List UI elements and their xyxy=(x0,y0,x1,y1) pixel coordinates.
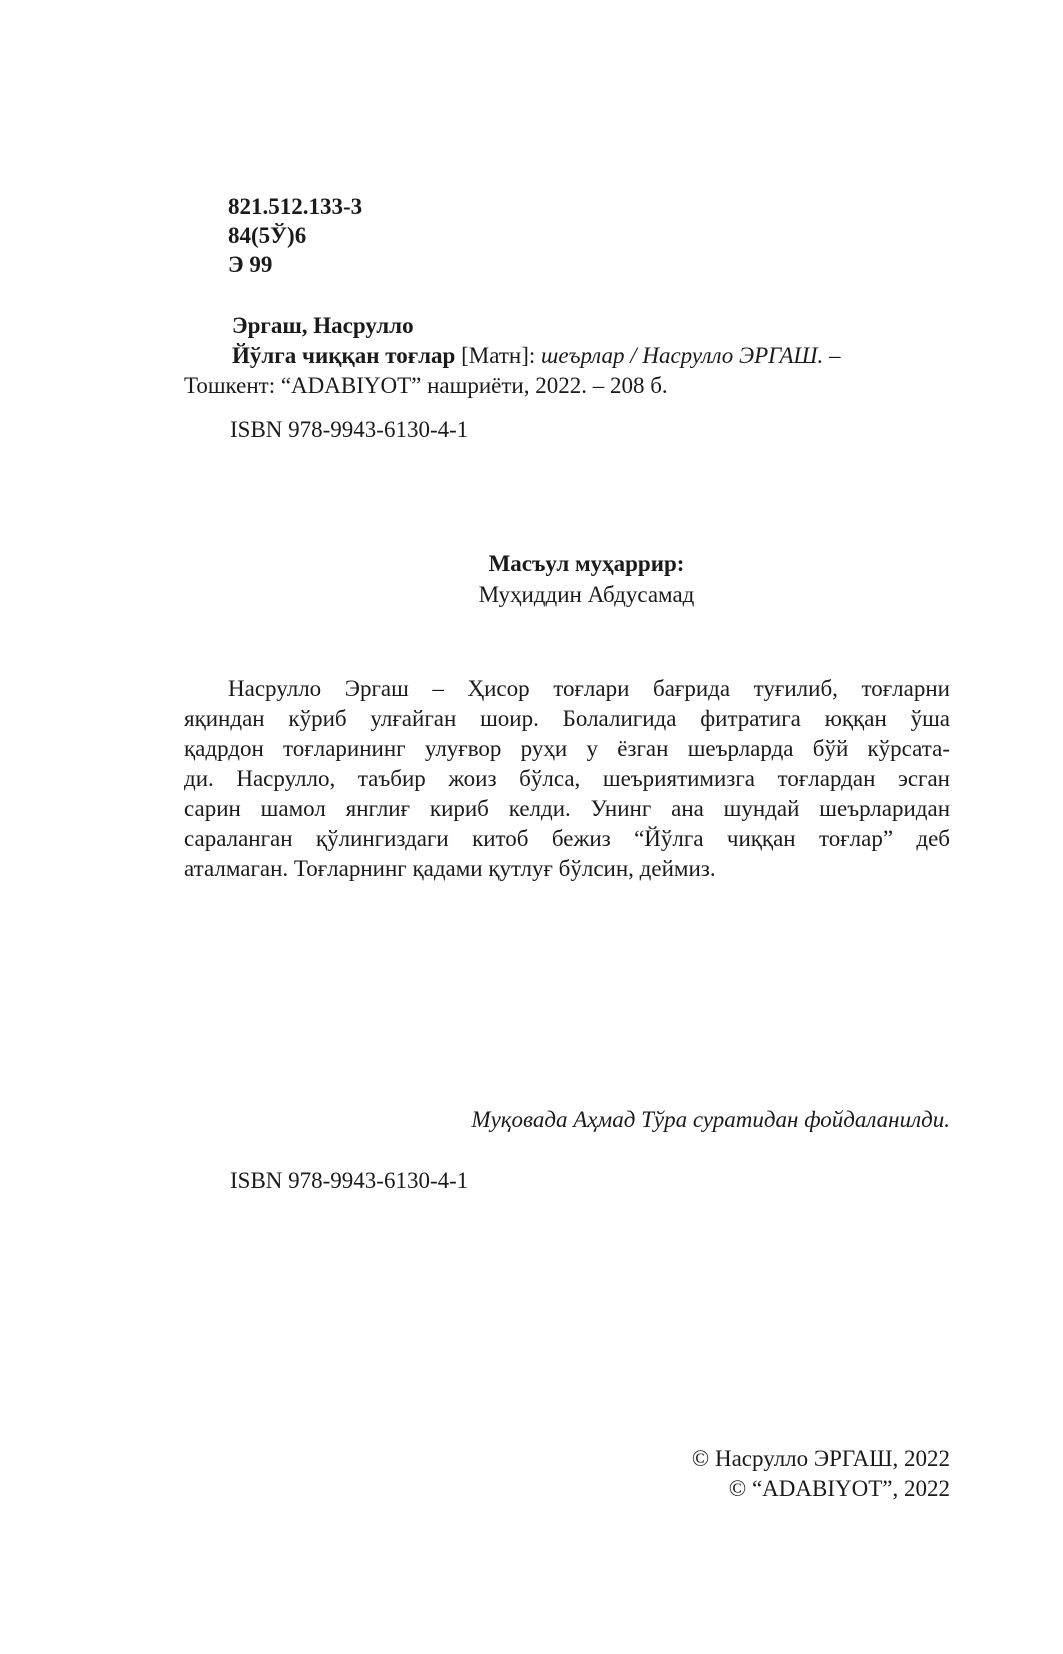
record-dash: – xyxy=(823,343,841,368)
annotation-line: ди. Насрулло, таъбир жоиз бўлса, шеъриятимизга тоғлардан эсган xyxy=(184,766,950,791)
record-other-info: шеърлар / Насрулло ЭРГАШ. xyxy=(541,343,824,368)
classification-codes xyxy=(228,192,362,279)
record-imprint: Тошкент: “ADABIYOT” нашриёти, 2022. – 208 б. xyxy=(184,373,668,398)
annotation-line: яқиндан кўриб улғайган шоир. Болалигида фитратига юққан ўша xyxy=(184,706,950,731)
bibliographic-record xyxy=(184,311,928,401)
author-mark: Э 99 xyxy=(228,252,273,277)
annotation-line: аталмаган. Тоғларнинг қадами қутлуғ бўлсин, деймиз. xyxy=(184,856,716,881)
record-material: [Матн]: xyxy=(455,343,541,368)
editor-block xyxy=(0,548,1063,610)
copyright-block xyxy=(692,1444,950,1504)
copyright-author: © Насрулло ЭРГАШ, 2022 xyxy=(691,1446,950,1471)
editor-name: Муҳиддин Абдусамад xyxy=(478,582,695,607)
record-title: Йўлга чиққан тоғлар xyxy=(232,343,456,368)
copyright-publisher: © “ADABIYOT”, 2022 xyxy=(728,1476,950,1501)
annotation-line: сарин шамол янглиғ кириб келди. Унинг ана шундай шеърларидан xyxy=(184,796,950,821)
annotation-line: қадрдон тоғларининг улуғвор руҳи у ёзган шеърларда бўй кўрсата- xyxy=(184,736,950,761)
cover-credit: Муқовада Аҳмад Тўра суратидан фойдаланилди. xyxy=(471,1107,950,1132)
annotation-line: сараланган қўлингиздаги китоб бежиз “Йўлга чиққан тоғлар” деб xyxy=(184,826,950,851)
udc-code: 821.512.133-3 xyxy=(228,194,363,219)
annotation-line: Насрулло Эргаш – Ҳисор тоғлари бағрида туғилиб, тоғларни xyxy=(228,676,950,701)
annotation xyxy=(184,674,950,884)
record-isbn: ISBN 978-9943-6130-4-1 xyxy=(230,417,469,442)
editor-heading: Масъул муҳаррир: xyxy=(488,551,685,576)
bbk-code: 84(5Ў)6 xyxy=(228,223,307,248)
record-title-line xyxy=(184,341,928,371)
record-author: Эргаш, Насрулло xyxy=(232,313,414,338)
isbn-footer: ISBN 978-9943-6130-4-1 xyxy=(230,1168,469,1193)
